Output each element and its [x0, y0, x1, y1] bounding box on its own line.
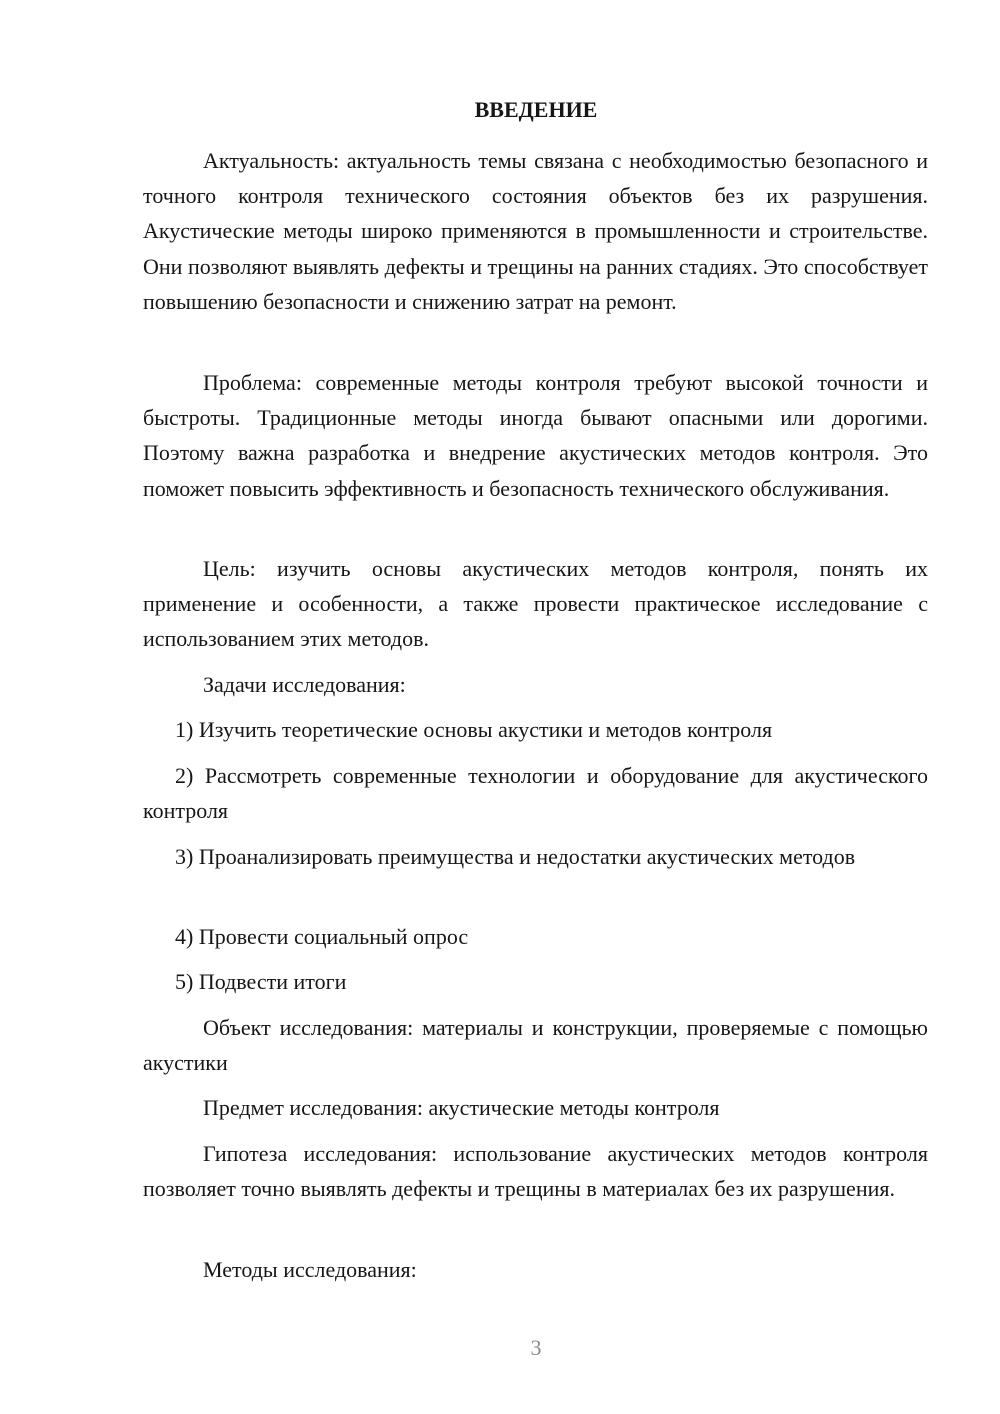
task-item-2: 2) Рассмотреть современные технологии и оборудование для акустического контроля	[143, 763, 928, 824]
paragraph-problem: Проблема: современные методы контроля требуют высокой точности и быстроты. Традиционные методы иногда бывают опасными или дорогими. Поэтому важна разработка и внедрение акустических методов контроля. Это поможет повысить эффективность и безопасность технического обслуживания.	[143, 370, 928, 501]
paragraph-goal: Цель: изучить основы акустических методов контроля, понять их применение и особенности, а также провести практическое исследование с использованием этих методов.	[143, 556, 928, 652]
task-item-1: 1) Изучить теоретические основы акустики и методов контроля	[175, 717, 773, 742]
paragraph-methods: Методы исследования:	[203, 1257, 417, 1282]
paragraph-tasks-heading: Задачи исследования:	[203, 672, 406, 697]
task-item-3: 3) Проанализировать преимущества и недостатки акустических методов	[175, 844, 856, 869]
page-number: 3	[530, 1335, 542, 1360]
task-item-4: 4) Провести социальный опрос	[175, 924, 469, 949]
paragraph-relevance: Актуальность: актуальность темы связана с необходимостью безопасного и точного контроля технического состояния объектов без их разрушения. Акустические методы широко применяются в промышленности и строительстве. Они позволяют выявлять дефекты и трещины на ранних стадиях. Это способствует повышению безопасности и снижению затрат на ремонт.	[143, 148, 928, 314]
section-title: ВВЕДЕНИЕ	[474, 97, 598, 122]
paragraph-hypothesis: Гипотеза исследования: использование акустических методов контроля позволяет точно выявлять дефекты и трещины в материалах без их разрушения.	[143, 1141, 928, 1202]
paragraph-object: Объект исследования: материалы и конструкции, проверяемые с помощью акустики	[143, 1015, 928, 1076]
paragraph-subject: Предмет исследования: акустические методы контроля	[203, 1095, 720, 1120]
task-item-5: 5) Подвести итоги	[175, 969, 347, 994]
